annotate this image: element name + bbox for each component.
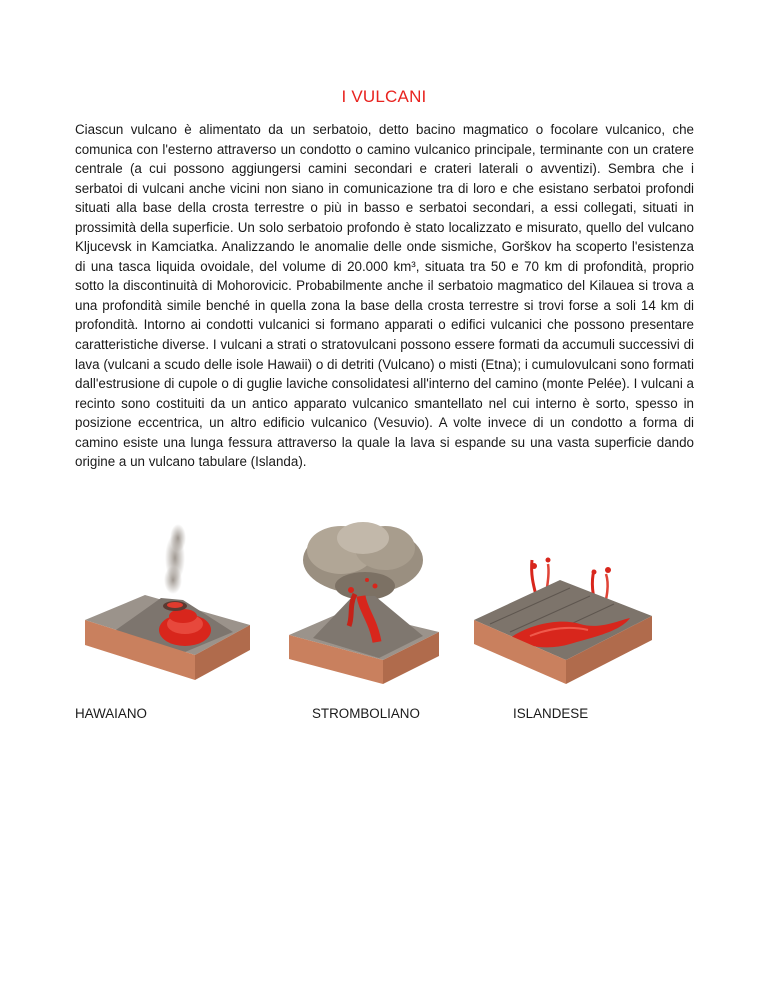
caption-stromboliano: STROMBOLIANO xyxy=(312,706,420,721)
hawaiian-volcano-illustration xyxy=(75,520,255,690)
caption-hawaiano: HAWAIANO xyxy=(75,706,147,721)
icelandic-volcano-illustration xyxy=(470,520,655,690)
strombolian-volcano-illustration xyxy=(283,520,443,690)
body-paragraph: Ciascun vulcano è alimentato da un serbatoio, detto bacino magmatico o focolare vulcanico, che comunica con l'esterno attraverso un condotto o camino vulcanico principale, terminante con un cratere centrale (a cui possono aggiungersi camini secondari e crateri laterali o avventizi). Sembra che i serbatoi di vulcani anche vicini non siano in comunicazione tra di loro e che esistano serbatoi profondi situati alla base della crosta terrestre o più in basso e serbatoi secondari, a essi collegati, situati in prossimità della superficie. Un solo serbatoio profondo è stato localizzato e misurato, quello del vulcano Kljucevsk in Kamciatka. Analizzando le anomalie delle onde sismiche, Gorškov ha scoperto l'esistenza di una tasca liquida ovoidale, del volume di 20.000 km³, situata tra 50 e 70 km di profondità, proprio sotto la discontinuità di Mohorovicic. Probabilmente anche il serbatoio magmatico del Kilauea si trova a una profondità simile benché in quella zona la base della crosta terrestre si trovi forse a soli 14 km di profondità. Intorno ai condotti vulcanici si formano apparati o edifici vulcanici che possono presentare caratteristiche diverse. I vulcani a strati o stratovulcani possono essere formati da accumuli successivi di lava (vulcani a scudo delle isole Hawaii) o di detriti (Vulcano) o misti (Etna); i cumulovulcani sono formati dall'estrusione di cupole o di guglie laviche consolidatesi all'interno del camino (monte Pelée). I vulcani a recinto sono costituiti da un antico apparato vulcanico smantellato nel cui interno è sorto, spesso in posizione eccentrica, un altro edificio vulcanico (Vesuvio). A volte invece di un condotto a forma di camino esiste una lunga fessura attraverso la quale la lava si espande su una vasta superficie dando origine a un vulcano tabulare (Islanda). xyxy=(75,122,694,470)
page-title: I VULCANI xyxy=(341,87,427,106)
caption-islandese: ISLANDESE xyxy=(513,706,589,721)
